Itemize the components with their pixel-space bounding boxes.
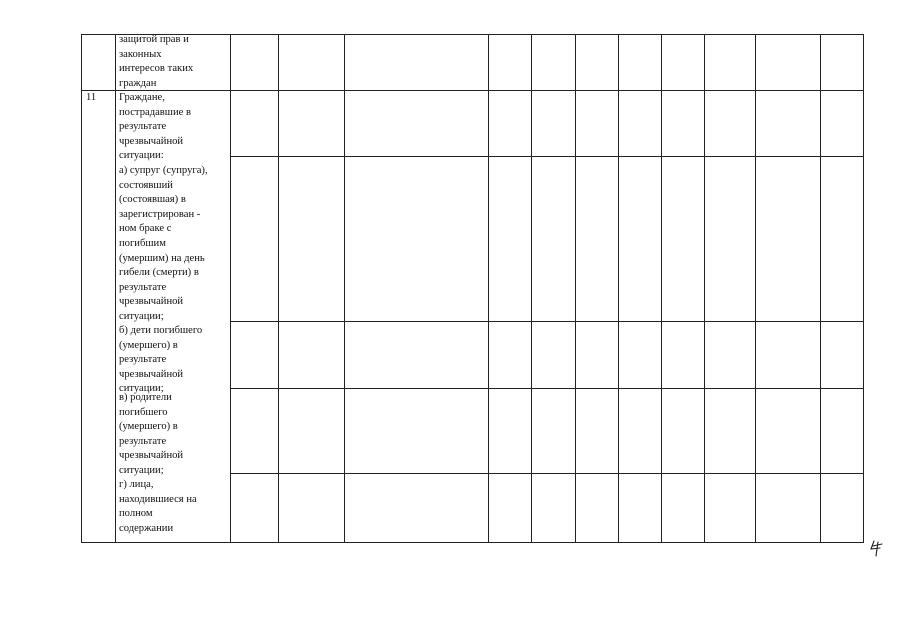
row-number: 11: [86, 92, 97, 103]
continued-row-description: защитой прав и законных интересов таких граждан: [119, 34, 194, 89]
row-11-item-c: в) родители погибшего (умершего) в результате чрезвычайной ситуации;: [119, 392, 184, 476]
row-11-item-a: а) супруг (супруга), состоявший (состоявшая) в зарегистрирован - ном браке с погибшим (умершим) на день гибели (смерти) в результате чрезвычайной ситуации;: [119, 165, 208, 322]
row-11-item-d: г) лица, находившиеся на полном содержании: [119, 479, 197, 534]
handwritten-page-mark: [867, 538, 887, 558]
row-11-item-b: б) дети погибшего (умершего) в результате чрезвычайной ситуации;: [119, 325, 203, 395]
row-11-intro: Граждане, пострадавшие в результате чрезвычайной ситуации:: [119, 92, 191, 162]
